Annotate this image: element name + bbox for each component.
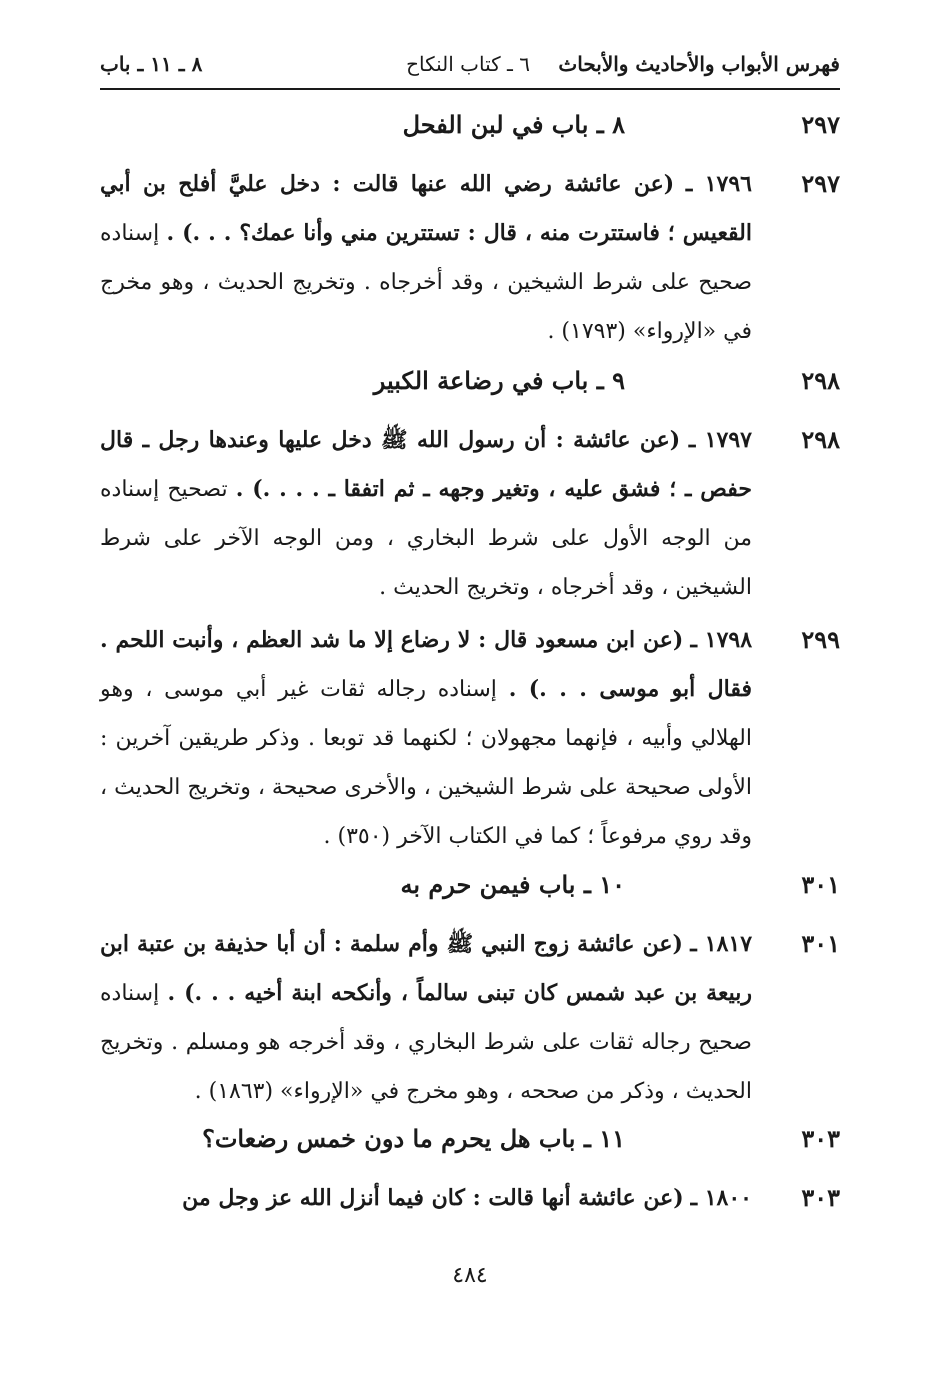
chapter-title: ٨ ـ باب في لبن الفحل	[402, 110, 625, 139]
header-divider	[100, 88, 840, 90]
entry-page-number: ٢٩٧	[801, 110, 840, 139]
hadith-number: ١٧٩٧ ـ	[688, 427, 752, 453]
entry-page-number: ٢٩٩	[801, 625, 840, 654]
chapter-title: ١١ ـ باب هل يحرم ما دون خمس رضعات؟	[202, 1124, 625, 1153]
chapter-entry-10	[100, 861, 840, 911]
hadith-text	[100, 1174, 752, 1223]
hadith-quote: (عن عائشة زوج النبي ﷺ وأم سلمة : أن أبا حذيفة بن عتبة ابن ربيعة بن عبد شمس كان تبنى سالماً ، وأنكحه ابنة أخيه . . .) .	[100, 931, 752, 1006]
hadith-number: ١٨١٧ ـ	[690, 931, 753, 957]
hadith-text	[100, 616, 752, 861]
entry-page-number: ٢٩٨	[801, 366, 840, 395]
chapter-entry-11	[100, 1115, 840, 1165]
hadith-number: ١٧٩٦ ـ	[685, 171, 752, 197]
running-header	[100, 46, 840, 82]
chapter-title: ٩ ـ باب في رضاعة الكبير	[373, 366, 625, 395]
hadith-entry-1817	[100, 920, 840, 1120]
hadith-number: ١٧٩٨ ـ	[690, 627, 753, 653]
hadith-entry-1800	[100, 1174, 840, 1224]
chapter-entry-9	[100, 357, 840, 407]
entry-page-number: ٣٠٣	[801, 1183, 840, 1212]
hadith-note: إسناده رجاله ثقات غير أبي موسى ، وهو الهلالي وأبيه ، فإنهما مجهولان ؛ لكنهما قد توبعا . وذكر طريقين آخرين : الأولى صحيحة على شرط الشيخين ، والأخرى صحيحة ، وتخريج الحديث ، وقد روي مرفوعاً ؛ كما في الكتاب الآخر (٣٥٠) .	[100, 677, 752, 849]
entry-page-number: ٢٩٨	[801, 425, 840, 454]
hadith-entry-1798	[100, 616, 840, 861]
header-chapter: ٦ ـ كتاب النكاح	[406, 52, 530, 76]
hadith-note: إسناده صحيح على شرط الشيخين ، وقد أخرجاه . وتخريج الحديث ، وهو مخرج في «الإرواء» (١٧٩٣) .	[100, 221, 752, 344]
entry-page-number: ٣٠١	[801, 870, 840, 899]
hadith-quote: (عن عائشة رضي الله عنها قالت : دخل عليَّ أفلح بن أبي القعيس ؛ فاستترت منه ، قال : تستترين مني وأنا عمك؟ . . .) .	[100, 171, 752, 246]
hadith-entry-1796	[100, 160, 840, 360]
chapter-title: ١٠ ـ باب فيمن حرم به	[400, 870, 625, 899]
entry-page-number: ٣٠٣	[801, 1124, 840, 1153]
entry-page-number: ٢٩٧	[801, 169, 840, 198]
hadith-note: تصحيح إسناده من الوجه الأول على شرط البخاري ، ومن الوجه الآخر على شرط الشيخين ، وقد أخرجاه ، وتخريج الحديث .	[100, 477, 752, 600]
hadith-quote: (عن عائشة : أن رسول الله ﷺ دخل عليها وعندها رجل ـ قال حفص ـ ؛ فشق عليه ، وتغير وجهه ـ ثم اتفقا ـ . . . .) .	[100, 427, 752, 502]
entry-page-number: ٣٠١	[801, 929, 840, 958]
hadith-text	[100, 920, 752, 1116]
hadith-entry-1797	[100, 416, 840, 616]
header-section-range: ٨ ـ ١١ ـ باب	[100, 52, 203, 76]
header-book-title: فهرس الأبواب والأحاديث والأبحاث	[558, 52, 840, 76]
hadith-quote: (عن ابن مسعود قال : لا رضاع إلا ما شد العظم ، وأنبت اللحم . فقال أبو موسى . . .) .	[100, 627, 753, 702]
hadith-number: ١٨٠٠ ـ	[690, 1185, 752, 1211]
hadith-text	[100, 160, 752, 356]
page-number-footer: ٤٨٤	[452, 1263, 488, 1288]
hadith-text	[100, 416, 752, 612]
hadith-note: إسناده صحيح رجاله ثقات على شرط البخاري ، وقد أخرجه هو ومسلم . وتخريج الحديث ، وذكر من صححه ، وهو مخرج في «الإرواء» (١٨٦٣) .	[100, 981, 752, 1104]
chapter-entry-8	[100, 101, 840, 151]
hadith-quote: (عن عائشة أنها قالت : كان فيما أنزل الله عز وجل من	[182, 1185, 684, 1211]
